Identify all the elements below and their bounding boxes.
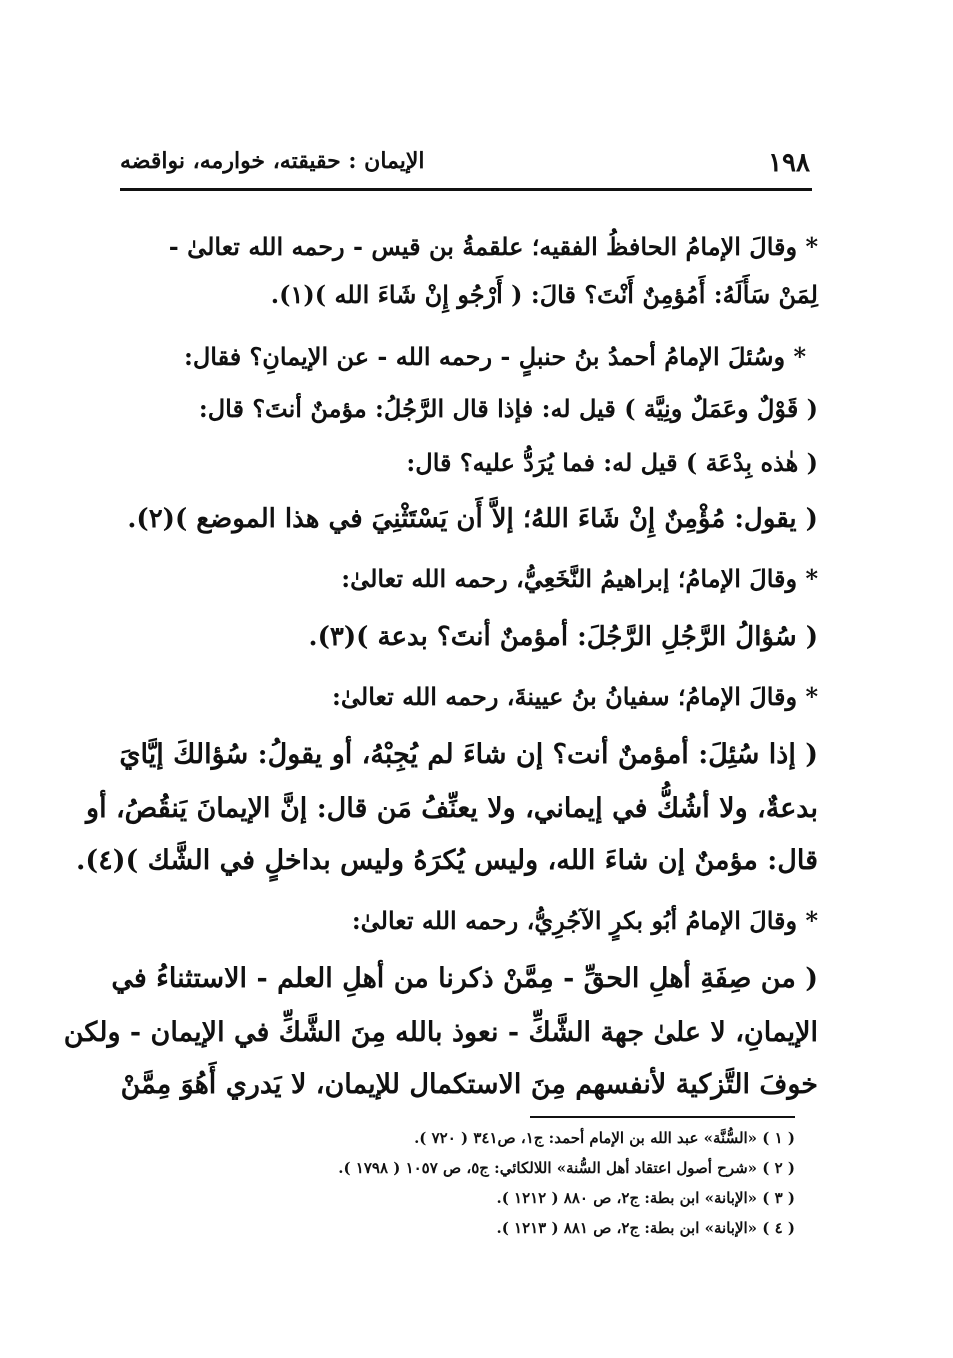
text-line: * وقالَ الإمامُ الحافظُ الفقيه؛ علقمةُ بن قيس - رحمه الله تعالىٰ - (168, 232, 818, 261)
text-line: * وقالَ الإمامُ أبُو بكرٍ الآجُرِيُّ، رحمه الله تعالىٰ: (351, 906, 818, 935)
page-number: ١٩٨ (768, 148, 810, 178)
text-line: بدعةٌ، ولا أشُكُّ في إيماني، ولا يعنِّفُ مَن قال: إنَّ الإيمانَ يَنقُصُ، أو (86, 793, 818, 824)
text-line: خوفَ التَّزكية لأنفسهم مِنَ الاستكمال للإيمان، لا يَدري أَهُوَ مِمَّنْ (120, 1069, 818, 1100)
text-line: لِمَنْ سَأَلَهُ: أَمُؤمِنٌ أَنْتَ؟ قالَ: ( أَرْجُو إِنْ شَاءَ الله )(١). (270, 280, 818, 309)
footnote-rule (530, 1116, 795, 1118)
text-line: ( هٰذه بِدْعَة ) قيل له: فما يُرَدُّ عليه؟ قال: (406, 448, 818, 477)
footnote: ( ٣ ) «الإبانة» ابن بطة: ج٢، ص ٨٨٠ ( ١٢١٢ ). (496, 1189, 795, 1207)
footnote: ( ١ ) «السُّنَّة» عبد الله بن الإمام أحمد: ج١، ص٣٤١ ( ٧٢٠ ). (414, 1129, 795, 1147)
running-title: الإيمان : حقيقته، خوارمه، نواقضه (120, 148, 425, 174)
footnote: ( ٢ ) «شرح أصول اعتقاد أهل السُّنة» اللالكائي: ج٥، ص ١٠٥٧ ( ١٧٩٨ ). (338, 1159, 795, 1177)
text-line: قال: مؤمنٌ إن شاءَ الله، وليس يُكرَهُ وليس بداخلٍ في الشَّك )(٤). (76, 845, 818, 876)
header-rule (120, 188, 812, 191)
text-line: * وقالَ الإمامُ؛ سفيانُ بنُ عيينةَ، رحمه الله تعالىٰ: (332, 682, 818, 711)
text-line: ( من صِفَةِ أهلِ الحقِّ - مِمَّنْ ذكرنا من أهلِ العلم - الاستثناءُ في (111, 963, 818, 994)
text-line: ( سُؤالُ الرَّجُلِ الرَّجُلَ: أمؤمنٌ أنتَ؟ بدعة )(٣). (308, 622, 818, 652)
page-header (120, 148, 810, 184)
text-line: ( إذا سُئِلَ: أمؤمنٌ أنت؟ إن شاءَ لم يُجِبْهُ، أو يقولُ: سُؤالكَ إيَّايَ (119, 739, 818, 770)
text-line: ( قَوْلٌ وعَمَلٌ ونِيَّة ) قيل له: فإذا قال الرَّجُلُ: مؤمنٌ أنتَ؟ قال: (198, 394, 818, 423)
footnote: ( ٤ ) «الإبانة» ابن بطة: ج٢، ص ٨٨١ ( ١٢١٣ ). (496, 1219, 795, 1237)
text-line: * وقالَ الإمامُ؛ إبراهيمُ النَّخَعِيُّ، رحمه الله تعالىٰ: (341, 564, 818, 593)
text-line: الإيمانِ، لا علىٰ جهة الشَّكِّ - نعوذ بالله مِنَ الشَّكِّ في الإيمان - ولكن (63, 1017, 818, 1048)
text-line: * وسُئلَ الإمامُ أحمدُ بنُ حنبلٍ - رحمه الله - عن الإيمانِ؟ فقال: (183, 342, 806, 371)
text-line: ( يقول: مُؤْمِنٌ إِنْ شَاءَ اللهُ؛ إلاَّ أَن يَسْتَثْنِيَ في هذا الموضع )(٢). (127, 504, 818, 534)
